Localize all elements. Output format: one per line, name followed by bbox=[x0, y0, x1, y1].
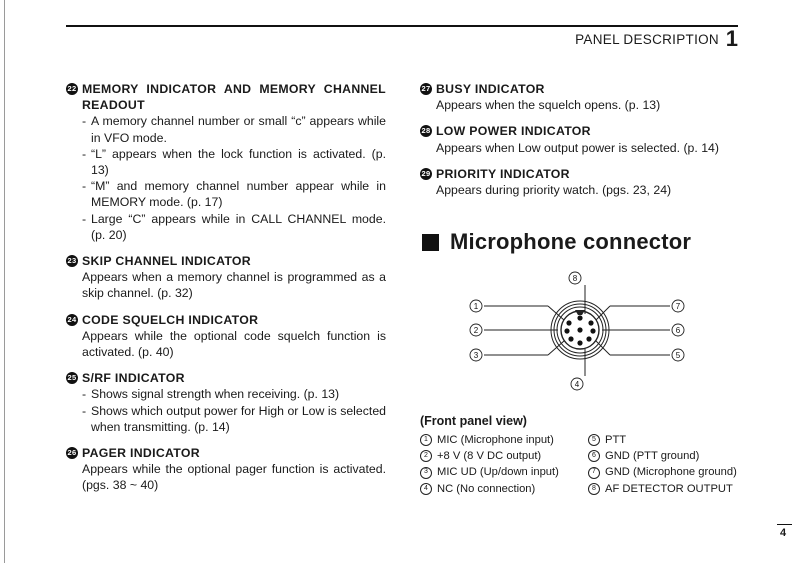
diagram-caption: (Front panel view) bbox=[420, 414, 527, 428]
item-number-badge: 28 bbox=[420, 125, 432, 137]
item-description: Appears while the optional pager function is activated. (pgs. 38 ~ 40) bbox=[82, 462, 386, 493]
item-heading bbox=[420, 166, 740, 182]
header-rule bbox=[66, 25, 738, 27]
item-title: MEMORY INDICATOR AND MEMORY CHANNEL READOUT bbox=[82, 82, 386, 113]
pin-list-left bbox=[420, 432, 559, 497]
pin-assignment bbox=[588, 448, 737, 464]
left-column bbox=[66, 81, 386, 504]
item-title: PRIORITY INDICATOR bbox=[436, 166, 570, 181]
pin-5-dot bbox=[586, 336, 591, 341]
bullet-dash: - bbox=[82, 146, 87, 161]
bullet-text: “M” and memory channel number appear while in MEMORY mode. (p. 17) bbox=[91, 179, 386, 210]
item-description: Appears while the optional code squelch function is activated. (p. 40) bbox=[82, 328, 386, 360]
item-title: BUSY INDICATOR bbox=[436, 82, 545, 96]
item-heading bbox=[66, 253, 386, 269]
pin-1-dot bbox=[566, 320, 571, 325]
page-number-rule bbox=[777, 524, 792, 525]
indicator-item bbox=[66, 253, 386, 302]
indicator-item bbox=[420, 81, 740, 113]
bullet-dash: - bbox=[82, 179, 87, 194]
pin-assignment bbox=[420, 432, 559, 448]
indicator-item bbox=[420, 166, 740, 198]
pin-description: AF DETECTOR OUTPUT bbox=[605, 482, 733, 495]
pin-assignment bbox=[588, 481, 737, 497]
item-bullet bbox=[66, 386, 386, 402]
pin-2-dot bbox=[564, 328, 569, 333]
page-number: 4 bbox=[780, 527, 787, 539]
bullet-text: Shows signal strength when receiving. (p. 13) bbox=[91, 387, 340, 402]
connector-key-notch bbox=[575, 310, 585, 315]
pin-description: PTT bbox=[605, 434, 627, 446]
item-heading bbox=[66, 370, 386, 386]
item-heading bbox=[66, 445, 386, 461]
right-column bbox=[420, 81, 740, 208]
chapter-number: 1 bbox=[725, 26, 738, 51]
item-number-badge: 23 bbox=[66, 255, 78, 267]
pin-description: GND (Microphone ground) bbox=[605, 466, 737, 479]
pin-assignment bbox=[588, 464, 737, 480]
indicator-item bbox=[66, 370, 386, 435]
pin-label-2: 2 bbox=[473, 326, 479, 335]
bullet-dash: - bbox=[82, 211, 87, 226]
bullet-text: Large “C” appears while in CALL CHANNEL mode. (p. 20) bbox=[91, 211, 386, 242]
section-heading bbox=[422, 229, 691, 255]
item-description: Appears when the squelch opens. (p. 13) bbox=[436, 98, 661, 113]
bullet-dash: - bbox=[82, 403, 87, 418]
pin-description: MIC (Microphone input) bbox=[437, 434, 554, 446]
pin-description: GND (PTT ground) bbox=[605, 450, 700, 463]
header-title: PANEL DESCRIPTION bbox=[575, 32, 719, 47]
item-description: Appears when Low output power is selected. (p. 14) bbox=[436, 140, 719, 155]
pin-7-dot bbox=[588, 320, 593, 325]
pin-center-dot bbox=[577, 327, 582, 332]
pin-number: 5 bbox=[588, 434, 600, 446]
item-bullet bbox=[66, 403, 386, 435]
indicator-item bbox=[66, 81, 386, 243]
pin-number: 4 bbox=[420, 483, 432, 495]
pin-label-1: 1 bbox=[473, 302, 479, 311]
pin-number: 1 bbox=[420, 434, 432, 446]
bullet-text: Shows which output power for High or Low is selected when transmitting. (p. 14) bbox=[91, 403, 386, 434]
item-bullet bbox=[66, 113, 386, 145]
item-number-badge: 29 bbox=[420, 168, 432, 180]
item-title: PAGER INDICATOR bbox=[82, 446, 200, 461]
microphone-connector-diagram bbox=[460, 268, 700, 396]
pin-list-right bbox=[588, 432, 737, 497]
item-title: CODE SQUELCH INDICATOR bbox=[82, 312, 259, 327]
item-bullet bbox=[66, 146, 386, 178]
connector-pins bbox=[564, 315, 595, 345]
bullet-dash: - bbox=[82, 387, 87, 402]
item-title: LOW POWER INDICATOR bbox=[436, 124, 591, 139]
indicator-item bbox=[66, 312, 386, 361]
pin-number: 6 bbox=[588, 450, 600, 462]
pin-number: 3 bbox=[420, 467, 432, 479]
pin-description: NC (No connection) bbox=[437, 482, 536, 495]
pin-label-5: 5 bbox=[675, 351, 681, 360]
item-heading bbox=[420, 81, 740, 97]
pin-label-3: 3 bbox=[473, 351, 479, 360]
pin-description: +8 V (8 V DC output) bbox=[437, 450, 542, 463]
pin-number: 8 bbox=[588, 483, 600, 495]
item-heading bbox=[66, 312, 386, 328]
pin-assignment bbox=[588, 432, 737, 448]
pin-assignment bbox=[420, 481, 559, 497]
pin-4-dot bbox=[577, 340, 582, 345]
pin-assignment bbox=[420, 448, 559, 464]
indicator-item bbox=[420, 123, 740, 155]
item-title: SKIP CHANNEL INDICATOR bbox=[82, 254, 251, 269]
item-number-badge: 26 bbox=[66, 447, 78, 459]
bullet-text: “L” appears when the lock function is activated. (p. 13) bbox=[91, 146, 386, 178]
pin-label-7: 7 bbox=[675, 302, 681, 311]
item-bullet bbox=[66, 211, 386, 243]
section-square-icon bbox=[422, 234, 439, 251]
pin-number: 7 bbox=[588, 467, 600, 479]
item-number-badge: 24 bbox=[66, 314, 78, 326]
section-title: Microphone connector bbox=[450, 229, 692, 254]
item-description: Appears when a memory channel is programmed as a skip channel. (p. 32) bbox=[82, 270, 386, 301]
item-title: S/RF INDICATOR bbox=[82, 371, 185, 386]
pin-3-dot bbox=[568, 336, 573, 341]
margin-rule bbox=[4, 0, 5, 563]
pin-6-dot bbox=[590, 328, 595, 333]
item-bullet bbox=[66, 178, 386, 210]
pin-label-8: 8 bbox=[572, 274, 578, 283]
pin-label-6: 6 bbox=[675, 326, 681, 335]
item-number-badge: 22 bbox=[66, 83, 78, 95]
item-heading bbox=[420, 123, 740, 139]
bullet-dash: - bbox=[82, 114, 87, 129]
pin-label-4: 4 bbox=[574, 380, 580, 389]
bullet-text: A memory channel number or small “c” appears while in VFO mode. bbox=[91, 114, 386, 145]
item-number-badge: 25 bbox=[66, 372, 78, 384]
pin-8-dot bbox=[577, 315, 582, 320]
item-description: Appears during priority watch. (pgs. 23, 24) bbox=[436, 183, 672, 198]
pin-assignment bbox=[420, 464, 559, 480]
item-heading bbox=[66, 81, 386, 113]
pin-description: MIC UD (Up/down input) bbox=[437, 466, 559, 479]
indicator-item bbox=[66, 445, 386, 494]
item-number-badge: 27 bbox=[420, 83, 432, 95]
pin-number: 2 bbox=[420, 450, 432, 462]
